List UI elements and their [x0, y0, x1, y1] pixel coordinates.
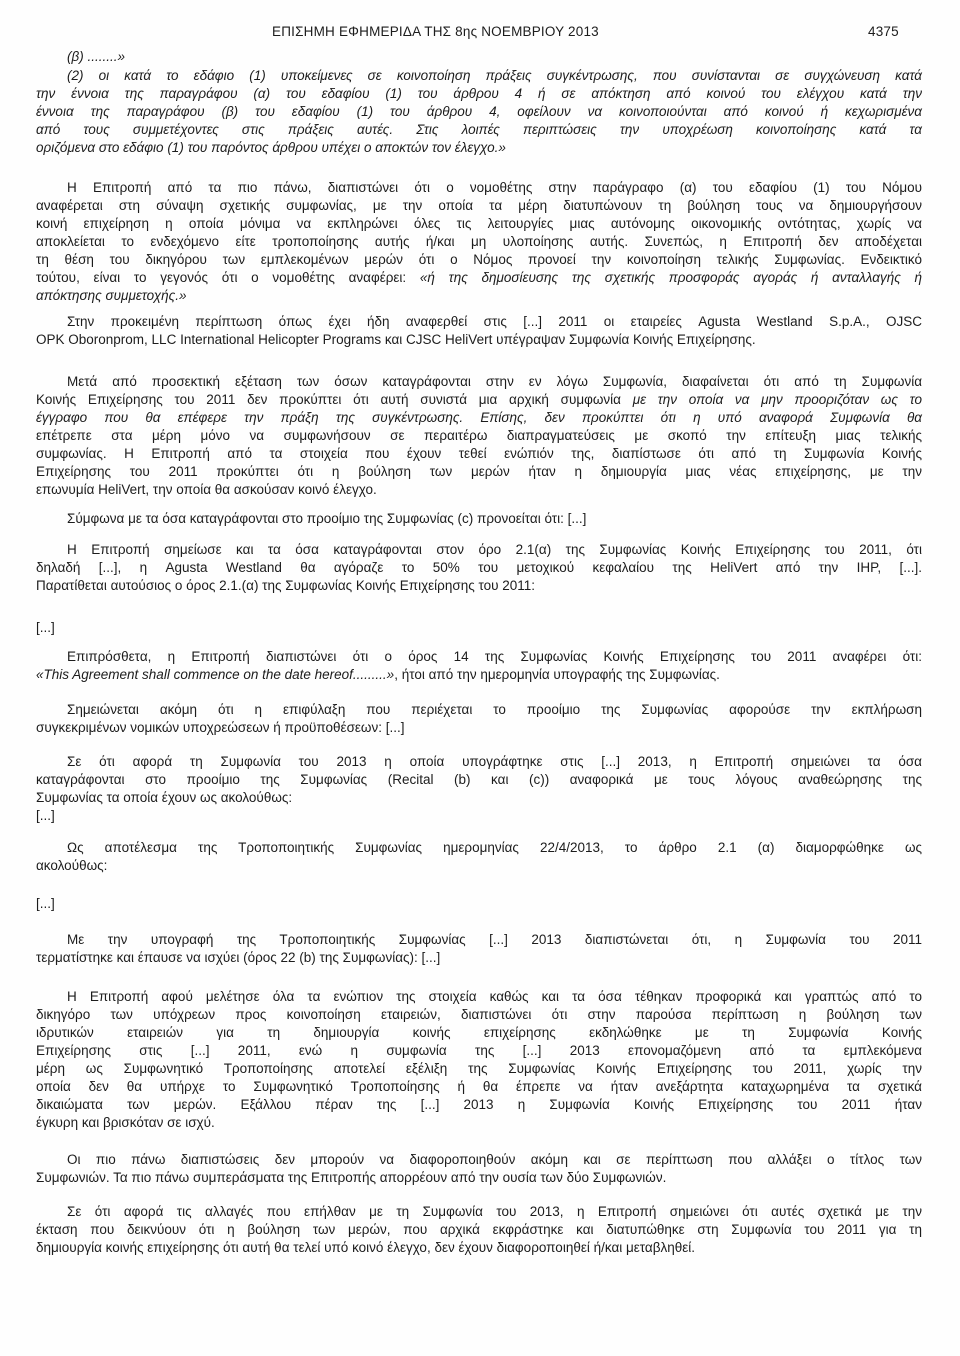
text-line: συγκεκριμένων νομικών υποχρεώσεων ή προϋποθέσεων: [...]	[36, 720, 405, 735]
text-line: Επιπρόσθετα, η Επιτροπή διαπιστώνει ότι ο όρος 14 της Συμφωνίας Κοινής Επιχείρησης του 2011 αναφέρει ότι:	[67, 649, 922, 664]
text-line: Με την υπογραφή της Τροποποιητικής Συμφωνίας [...] 2013 διαπιστώνεται ότι, η Συμφωνία του 2011	[67, 932, 922, 947]
italic-text-run: με την οποία να μην προοριζόταν ως το	[632, 392, 922, 407]
text-line: [...]	[36, 896, 55, 911]
italic-text-run: έγγραφο που θα επέφερε την πράξη της συγκέντρωσης. Επίσης, δεν προκύπτει ότι η υπό αναφορά Συμφωνία θα	[36, 410, 922, 425]
text-line: ακολούθως:	[36, 858, 108, 873]
paragraph-preamble-reservation	[36, 701, 922, 737]
page-number: 4375	[868, 24, 899, 39]
text-line: τη θέση του δικηγόρου των εμπλεκομένων μερών ότι ο Νόμος προνοεί την κοινοποίηση τελικής Συμφωνίας. Ενδεικτικό	[36, 252, 922, 267]
text-line: Συμφωνίας τα οποία έχουν ως ακολούθως:	[36, 790, 293, 805]
text-line: Η Επιτροπή σημείωσε και τα όσα καταγράφονται στον όρο 2.1(α) της Συμφωνίας Κοινής Επιχείρησης του 2011, ότι	[67, 542, 922, 557]
paragraph-changes-2013	[36, 1203, 922, 1257]
text-line	[36, 391, 922, 409]
text-line: Σημειώνεται ακόμη ότι η επιφύλαξη που περιέχεται το προοίμιο της Συμφωνίας αφορούσε την εκπλήρωση	[67, 702, 922, 717]
paragraph-amendment-result	[36, 839, 922, 875]
text-line: Συμφωνιών. Τα πιο πάνω συμπεράσματα της Επιτροπής απορρέουν από την ουσία των δύο Συμφωνιών.	[36, 1170, 667, 1185]
text-line	[36, 666, 922, 684]
text-line: Σύμφωνα με τα όσα καταγράφονται στο προοίμιο της Συμφωνίας (c) προνοείται ότι: [...]	[67, 511, 587, 526]
text-line: Ως αποτέλεσμα της Τροποποιητικής Συμφωνίας ημερομηνίας 22/4/2013, το άρθρο 2.1 (α) διαμορφώθηκε ως	[67, 840, 922, 855]
paragraph-termination	[36, 931, 922, 967]
text-line: δικαιώματα των μερών. Εξάλλου πέραν της [...] 2013 η Συμφωνία Κοινής Επιχείρησης του 2011 ήταν	[36, 1097, 922, 1112]
text-line: δηλαδή [...], η Agusta Westland θα αγόραζε το 50% του μετοχικού κεφαλαίου της HeliVert από την IHP, [...].	[36, 560, 922, 575]
gazette-header-title: ΕΠΙΣΗΜΗ ΕΦΗΜΕΡΙΔΑ ΤΗΣ 8ης ΝΟΕΜΒΡΙΟΥ 2013	[272, 24, 599, 39]
text-line: μέρη ως Συμφωνητικό Τροποποίησης αποτελεί εξέλιξη της Συμφωνίας Κοινής Επιχείρησης του 2011, χωρίς την	[36, 1061, 922, 1076]
italic-text-run: «This Agreement shall commence on the date hereof.........»	[36, 667, 395, 682]
text-line: Επιχείρησης στις [...] 2011, ενώ η συμφωνία της [...] 2013 επονομαζόμενη από τα εμπλεκόμενα	[36, 1043, 922, 1058]
text-line: [...]	[36, 620, 55, 635]
omission-marker	[36, 895, 922, 913]
text-line: τερματίστηκε και έπαυσε να ισχύει (όρος 22 (b) της Συμφωνίας): [...]	[36, 950, 441, 965]
paragraph-commission-assessment	[36, 988, 922, 1132]
text-line: την έννοια της παραγράφου (α) του εδαφίου (1) του άρθρου 4 ή σε απόκτηση από κοινού του ελέγχου κατά την	[36, 86, 922, 101]
text-line: επωνυμία HeliVert, την οποία θα ασκούσαν κοινό έλεγχο.	[36, 482, 377, 497]
quoted-law-point-b	[36, 48, 922, 66]
text-line: Επιχείρησης του 2011 προκύπτει ότι η βούληση των μερών ήταν η δημιουργία μιας νέας επιχείρησης, με την	[36, 464, 922, 479]
text-line: [...]	[36, 808, 55, 823]
text-line: Οι πιο πάνω διαπιστώσεις δεν μπορούν να διαφοροποιηθούν ακόμη και σε περίπτωση που αλλάξει ο τίτλος των	[67, 1152, 922, 1167]
text-line: Στην προκειμένη περίπτωση όπως έχει ήδη αναφερθεί στις [...] 2011 οι εταιρείες Agusta Westland S.p.A., OJSC	[67, 314, 922, 329]
text-line: Παρατίθεται αυτούσιος ο όρος 2.1.(α) της Συμφωνίας Κοινής Επιχείρησης του 2011:	[36, 578, 536, 593]
paragraph-agreement-2013	[36, 753, 922, 807]
text-line	[36, 287, 922, 305]
text-line	[36, 269, 922, 287]
text-run: Κοινής Επιχείρησης του 2011 δεν προκύπτει ότι αυτή συνιστά μια αρχική συμφωνία	[36, 392, 633, 407]
text-line: οποία δεν θα υπήρχε το Συμφωνητικό Τροποποίησης ή θα έπρεπε να ήταν ανεξάρτητα καταχωρημένα τα σχετικά	[36, 1079, 922, 1094]
text-line: από τους συμμετέχοντες στις πράξεις αυτές. Στις λοιπές περιπτώσεις την υποχρέωση κοινοποίησης κατά τα	[36, 122, 922, 137]
text-line	[36, 409, 922, 427]
paragraph-commission-finding	[36, 179, 922, 305]
text-line: καταγράφονται στο προοίμιο της Συμφωνίας (Recital (b) και (c)) αναφορικά με τους λόγους αναθεώρησης της	[36, 772, 922, 787]
text-line: Σε ότι αφορά τη Συμφωνία του 2013 η οποία υπογράφτηκε στις [...] 2013, η Επιτροπή σημειώνει τα όσα	[67, 754, 922, 769]
text-line: επέτρεπε στα μέρη μόνο να συμφωνήσουν σε περαιτέρω διαπραγματεύσεις με σκοπό την επίτευξη μιας τελικής	[36, 428, 922, 443]
quoted-law-point-2	[36, 67, 922, 157]
text-line: ιδρυτικών εταιρειών για τη δημιουργία κοινής επιχείρησης εκδηλώθηκε με τη Συμφωνία Κοινής	[36, 1025, 922, 1040]
paragraph-agreement-parties	[36, 313, 922, 349]
text-line: συμφωνίας. Η Επιτροπή από τα στοιχεία που έχουν τεθεί ενώπιόν της, διαπίστωσε ότι από τη Συμφωνία Κοινής	[36, 446, 922, 461]
text-run: τούτου, είναι το γεγονός ότι ο νομοθέτης αναφέρει:	[36, 270, 420, 285]
text-line: (β) ........»	[67, 49, 125, 64]
text-run: , ήτοι από την ημερομηνία υπογραφής της Συμφωνίας.	[394, 667, 720, 682]
text-line: Η Επιτροπή από τα πιο πάνω, διαπιστώνει ότι ο νομοθέτης στην παράγραφο (α) του εδαφίου (1) του Νόμου	[67, 180, 922, 195]
italic-text-run: απόκτησης συμμετοχής.»	[36, 288, 187, 303]
paragraph-term-2-1a	[36, 541, 922, 595]
omission-marker	[36, 807, 922, 825]
paragraph-conclusions	[36, 1151, 922, 1187]
text-line: οριζόμενα στο εδάφιο (1) του παρόντος άρθρου υπέχει ο αποκτών τον έλεγχο.»	[36, 140, 506, 155]
text-line: αναφέρεται στη σύναψη σχετικής συμφωνίας, με την οποία τα μέρη διατυπώνουν τη βούληση τους να δημιουργήσουν	[36, 198, 922, 213]
omission-marker	[36, 619, 922, 637]
text-line: αποκλείεται το ενδεχόμενο είτε τροποποίησης αυτής ή/και μη υλοποίησης αυτής. Συνεπώς, η Επιτροπή δεν αποδέχεται	[36, 234, 922, 249]
text-line: Σε ότι αφορά τις αλλαγές που επήλθαν με τη Συμφωνία του 2013, η Επιτροπή σημειώνει ότι αυτές σχετικά με την	[67, 1204, 922, 1219]
text-line: δικηγόρο των υπόχρεων προς κοινοποίηση εταιρειών, διαπιστώνει ότι στην παρούσα περίπτωση η βούληση των	[36, 1007, 922, 1022]
paragraph-term-14	[36, 648, 922, 684]
paragraph-agreement-analysis	[36, 373, 922, 499]
paragraph-preamble-c	[36, 510, 922, 528]
text-line: OPK Oboronprom, LLC International Helicopter Programs και CJSC HeliVert υπέγραψαν Συμφωνία Κοινής Επιχείρησης.	[36, 332, 756, 347]
text-line: έννοια της παραγράφου (β) του εδαφίου (1) του άρθρου 4, οφείλουν να κοινοποιούνται από κοινού ή κεχωρισμένα	[36, 104, 922, 119]
italic-text-run: «ή της δημοσίευσης της σχετικής προσφοράς αγοράς ή ανταλλαγής ή	[419, 270, 923, 285]
text-line: Η Επιτροπή αφού μελέτησε όλα τα ενώπιον της στοιχεία καθώς και τα όσα τέθηκαν προφορικά και γραπτώς από το	[67, 989, 922, 1004]
text-line: Μετά από προσεκτική εξέταση των όσων καταγράφονται στην εν λόγω Συμφωνία, διαφαίνεται ότι από τη Συμφωνία	[67, 374, 922, 389]
text-line: έκταση που δεικνύουν ότι η βούληση των μερών, που αρχικά εκφράστηκε και διατυπώθηκε στη Συμφωνία του 2011 για τη	[36, 1222, 922, 1237]
text-line: κοινή επιχείρηση η οποία μόνιμα να εκπληρώνει όλες τις λειτουργίες μιας αυτόνομης οικονομικής οντότητας, χωρίς να	[36, 216, 922, 231]
text-line: δημιουργία κοινής επιχείρησης ότι αυτή θα τελεί υπό κοινό έλεγχο, δεν έχουν διαφοροποιηθεί ή/και μεταβληθεί.	[36, 1240, 696, 1255]
text-line: έγκυρη και βρισκόταν σε ισχύ.	[36, 1115, 215, 1130]
text-line: (2) οι κατά το εδάφιο (1) υποκείμενες σε κοινοποίηση πράξεις συγκέντρωσης, που συνίστανται σε συγχώνευση κατά	[67, 68, 922, 83]
